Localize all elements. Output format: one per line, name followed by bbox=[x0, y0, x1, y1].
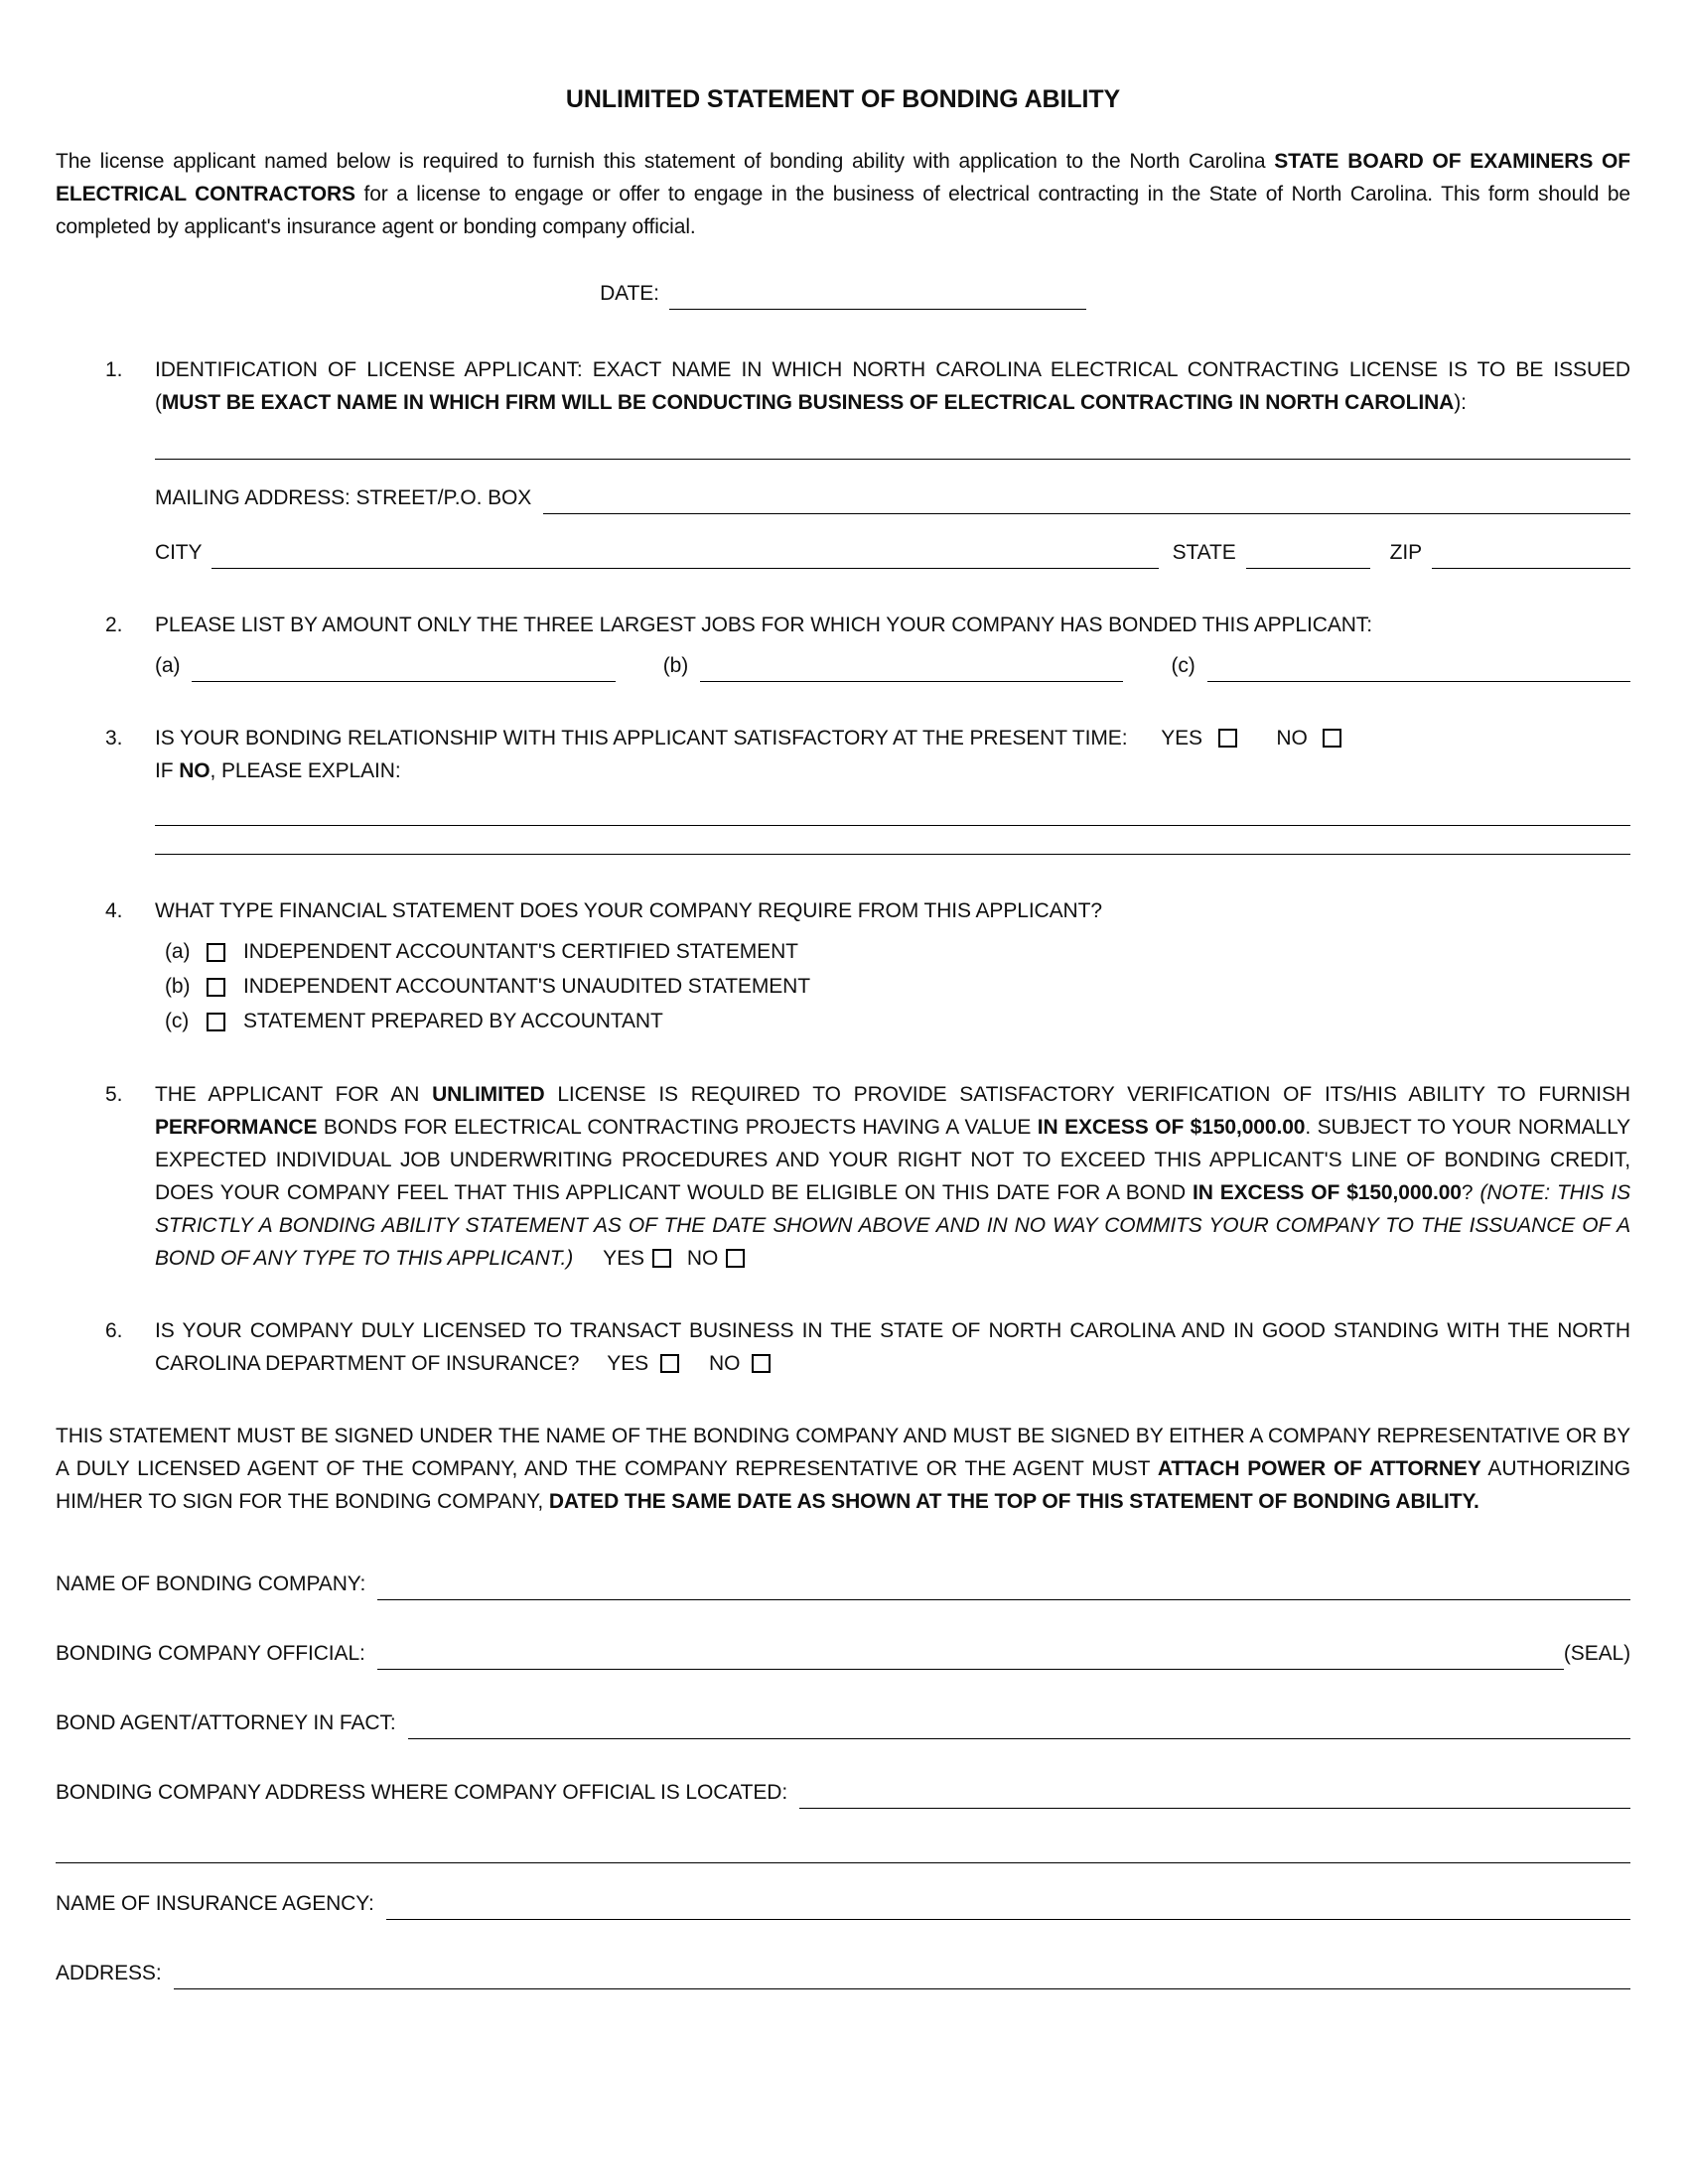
closing-bold-dated: DATED THE SAME DATE AS SHOWN AT THE TOP OF THIS STATEMENT OF BONDING ABILITY. bbox=[548, 1490, 1479, 1513]
company-address-label: BONDING COMPANY ADDRESS WHERE COMPANY OFFICIAL IS LOCATED: bbox=[56, 1781, 788, 1804]
item-5-bold-excess-1: IN EXCESS OF $150,000.00 bbox=[1037, 1116, 1306, 1139]
item-3-question: IS YOUR BONDING RELATIONSHIP WITH THIS APPLICANT SATISFACTORY AT THE PRESENT TIME: bbox=[155, 727, 1128, 750]
job-a-label: (a) bbox=[155, 654, 181, 677]
option-c-label: (c) bbox=[165, 1010, 190, 1032]
address-row bbox=[56, 1957, 1630, 1989]
mailing-address-label: MAILING ADDRESS: STREET/P.O. BOX bbox=[155, 486, 532, 509]
item-1-text-1: IDENTIFICATION OF LICENSE APPLICANT: EXACT NAME IN WHICH NORTH CAROLINA ELECTRICAL CONTRACTING LICENSE IS TO BE ISSUED ( bbox=[155, 358, 1630, 414]
company-official-label: BONDING COMPANY OFFICIAL: bbox=[56, 1642, 365, 1665]
item-1-text-2: ): bbox=[1454, 391, 1467, 414]
seal-label: (SEAL) bbox=[1563, 1642, 1630, 1665]
item-5-no-label: NO bbox=[686, 1247, 719, 1270]
jobs-abc-row bbox=[155, 649, 1630, 682]
item-1-number: 1. bbox=[105, 358, 123, 381]
form-item-2 bbox=[56, 609, 1630, 682]
item-1-text bbox=[155, 353, 1630, 419]
item4-option-c-checkbox[interactable] bbox=[207, 1013, 225, 1031]
item-5-text-3: BONDS FOR ELECTRICAL CONTRACTING PROJECTS HAVING A VALUE bbox=[317, 1116, 1038, 1139]
job-b-field[interactable] bbox=[700, 678, 1123, 682]
form-item-3 bbox=[56, 722, 1630, 855]
date-label: DATE: bbox=[600, 282, 659, 305]
state-label: STATE bbox=[1172, 541, 1236, 564]
job-b-label: (b) bbox=[662, 654, 689, 677]
item-4-option-a bbox=[155, 935, 1630, 969]
closing-paragraph bbox=[56, 1420, 1630, 1518]
zip-field[interactable] bbox=[1432, 565, 1630, 569]
closing-bold-attach-poa: ATTACH POWER OF ATTORNEY bbox=[1157, 1457, 1481, 1480]
explain-line-2-field[interactable] bbox=[155, 854, 1630, 855]
insurance-agency-field[interactable] bbox=[386, 1916, 1630, 1920]
item-3-no-label: NO bbox=[1276, 727, 1308, 750]
item5-yes-checkbox[interactable] bbox=[652, 1249, 671, 1268]
option-a-text: INDEPENDENT ACCOUNTANT'S CERTIFIED STATEMENT bbox=[243, 940, 798, 963]
item-5-text-4: . SUBJECT TO YOUR NORMALLY EXPECTED INDIVIDUAL JOB UNDERWRITING PROCEDURES AND YOUR RIGHT NOT TO EXCEED THIS APPLICANT'S LINE OF BONDING CREDIT, DOES YOUR COMPANY FEEL THAT THIS APPLICANT WOULD BE ELIGIBLE ON THIS DATE FOR A BOND bbox=[155, 1116, 1631, 1204]
mailing-address-row bbox=[155, 481, 1630, 514]
zip-label: ZIP bbox=[1389, 541, 1422, 564]
applicant-name-field[interactable] bbox=[155, 459, 1630, 460]
item4-option-b-checkbox[interactable] bbox=[207, 978, 225, 997]
company-address-field-2[interactable] bbox=[56, 1862, 1630, 1863]
city-label: CITY bbox=[155, 541, 203, 564]
mailing-address-field[interactable] bbox=[543, 510, 1630, 514]
company-address-field[interactable] bbox=[799, 1805, 1630, 1809]
option-b-text: INDEPENDENT ACCOUNTANT'S UNAUDITED STATEMENT bbox=[243, 975, 810, 998]
bonding-company-label: NAME OF BONDING COMPANY: bbox=[56, 1572, 366, 1595]
intro-text-1: The license applicant named below is required to furnish this statement of bonding ability with application to the North Carolina bbox=[56, 150, 1275, 173]
insurance-agency-label: NAME OF INSURANCE AGENCY: bbox=[56, 1892, 374, 1915]
form-item-4 bbox=[56, 894, 1630, 1038]
item-6-number: 6. bbox=[105, 1319, 123, 1342]
bond-agent-field[interactable] bbox=[408, 1735, 1630, 1739]
option-a-label: (a) bbox=[165, 940, 191, 963]
form-item-1 bbox=[56, 353, 1630, 569]
item3-no-checkbox[interactable] bbox=[1323, 729, 1341, 748]
job-a-field[interactable] bbox=[192, 678, 615, 682]
city-field[interactable] bbox=[211, 565, 1158, 569]
item-4-option-c bbox=[155, 1005, 1630, 1038]
address-field[interactable] bbox=[174, 1985, 1630, 1989]
form-item-5 bbox=[56, 1078, 1630, 1275]
item-5-text-2: LICENSE IS REQUIRED TO PROVIDE SATISFACTORY VERIFICATION OF ITS/HIS ABILITY TO FURNISH bbox=[544, 1083, 1631, 1106]
intro-text-2: for a license to engage or offer to engage in the business of electrical contracting in the State of North Carolina. This form should be completed by applicant's insurance agent or bonding company official. bbox=[56, 183, 1630, 238]
item-5-bold-excess-2: IN EXCESS OF $150,000.00 bbox=[1192, 1181, 1462, 1204]
item-6-question: IS YOUR COMPANY DULY LICENSED TO TRANSACT BUSINESS IN THE STATE OF NORTH CAROLINA AND IN GOOD STANDING WITH THE NORTH CAROLINA DEPARTMENT OF INSURANCE? bbox=[155, 1319, 1630, 1375]
bonding-company-row bbox=[56, 1568, 1630, 1600]
item-3-explain-bold-no: NO bbox=[179, 759, 211, 782]
item-5-bold-unlimited: UNLIMITED bbox=[432, 1083, 545, 1106]
item-6-yes-label: YES bbox=[607, 1352, 649, 1375]
item-3-yes-label: YES bbox=[1161, 727, 1202, 750]
intro-bold-board-name: STATE BOARD OF EXAMINERS OF ELECTRICAL CONTRACTORS bbox=[56, 150, 1631, 205]
company-official-field[interactable] bbox=[377, 1666, 1564, 1670]
item6-yes-checkbox[interactable] bbox=[660, 1354, 679, 1373]
item-4-option-b bbox=[155, 970, 1630, 1004]
job-c-label: (c) bbox=[1171, 654, 1196, 677]
item-5-yes-label: YES bbox=[603, 1247, 644, 1270]
insurance-agency-row bbox=[56, 1887, 1630, 1920]
item-5-number: 5. bbox=[105, 1083, 123, 1106]
item-3-question-line bbox=[155, 722, 1630, 754]
item-3-explain-text-1: IF bbox=[155, 759, 180, 782]
form-item-6 bbox=[56, 1314, 1630, 1380]
explain-line-1-field[interactable] bbox=[155, 825, 1630, 826]
bond-agent-row bbox=[56, 1706, 1630, 1739]
item-1-bold: MUST BE EXACT NAME IN WHICH FIRM WILL BE CONDUCTING BUSINESS OF ELECTRICAL CONTRACTING IN NORTH CAROLINA bbox=[161, 391, 1455, 414]
item-4-question: WHAT TYPE FINANCIAL STATEMENT DOES YOUR COMPANY REQUIRE FROM THIS APPLICANT? bbox=[155, 899, 1102, 922]
address-label: ADDRESS: bbox=[56, 1962, 162, 1984]
item-3-explain-text-2: , PLEASE EXPLAIN: bbox=[210, 759, 401, 782]
bonding-company-field[interactable] bbox=[377, 1596, 1630, 1600]
item-5-bold-performance: PERFORMANCE bbox=[155, 1116, 318, 1139]
closing-text-1: THIS STATEMENT MUST BE SIGNED UNDER THE NAME OF THE BONDING COMPANY AND MUST BE SIGNED BY EITHER A COMPANY REPRESENTATIVE OR BY A DULY LICENSED AGENT OF THE COMPANY, AND THE COMPANY REPRESENTATIVE OR THE AGENT MUST bbox=[56, 1425, 1630, 1480]
item-4-number: 4. bbox=[105, 899, 123, 922]
item-2-text: PLEASE LIST BY AMOUNT ONLY THE THREE LARGEST JOBS FOR WHICH YOUR COMPANY HAS BONDED THIS APPLICANT: bbox=[155, 614, 1372, 636]
item4-option-a-checkbox[interactable] bbox=[207, 943, 225, 962]
item-6-no-label: NO bbox=[709, 1352, 741, 1375]
closing-text-2: AUTHORIZING HIM/HER TO SIGN FOR THE BONDING COMPANY, bbox=[56, 1457, 1630, 1513]
item-6-text bbox=[155, 1314, 1630, 1380]
item-5-text-5: ? bbox=[1461, 1181, 1480, 1204]
company-address-row bbox=[56, 1776, 1630, 1809]
company-official-row bbox=[56, 1637, 1630, 1670]
bond-agent-label: BOND AGENT/ATTORNEY IN FACT: bbox=[56, 1711, 396, 1734]
option-c-text: STATEMENT PREPARED BY ACCOUNTANT bbox=[243, 1010, 663, 1032]
item6-no-checkbox[interactable] bbox=[752, 1354, 771, 1373]
form-title: UNLIMITED STATEMENT OF BONDING ABILITY bbox=[565, 85, 1121, 113]
intro-paragraph bbox=[56, 145, 1630, 243]
job-c-field[interactable] bbox=[1207, 678, 1630, 682]
city-state-zip-row bbox=[155, 536, 1630, 569]
item-3-number: 3. bbox=[105, 727, 123, 750]
item-2-number: 2. bbox=[105, 614, 123, 636]
item-5-text bbox=[155, 1078, 1630, 1275]
item5-no-checkbox[interactable] bbox=[726, 1249, 745, 1268]
date-row bbox=[56, 277, 1630, 310]
date-field[interactable] bbox=[669, 306, 1086, 310]
option-b-label: (b) bbox=[165, 975, 191, 998]
state-field[interactable] bbox=[1246, 565, 1370, 569]
item-3-explain-label bbox=[155, 754, 1630, 787]
item-5-note-italic: (NOTE: THIS IS STRICTLY A BONDING ABILITY STATEMENT AS OF THE DATE SHOWN ABOVE AND IN NO WAY COMMITS YOUR COMPANY TO THE ISSUANCE OF A BOND OF ANY TYPE TO THIS APPLICANT.) bbox=[155, 1181, 1630, 1270]
item-5-text-1: THE APPLICANT FOR AN bbox=[155, 1083, 433, 1106]
item3-yes-checkbox[interactable] bbox=[1218, 729, 1237, 748]
